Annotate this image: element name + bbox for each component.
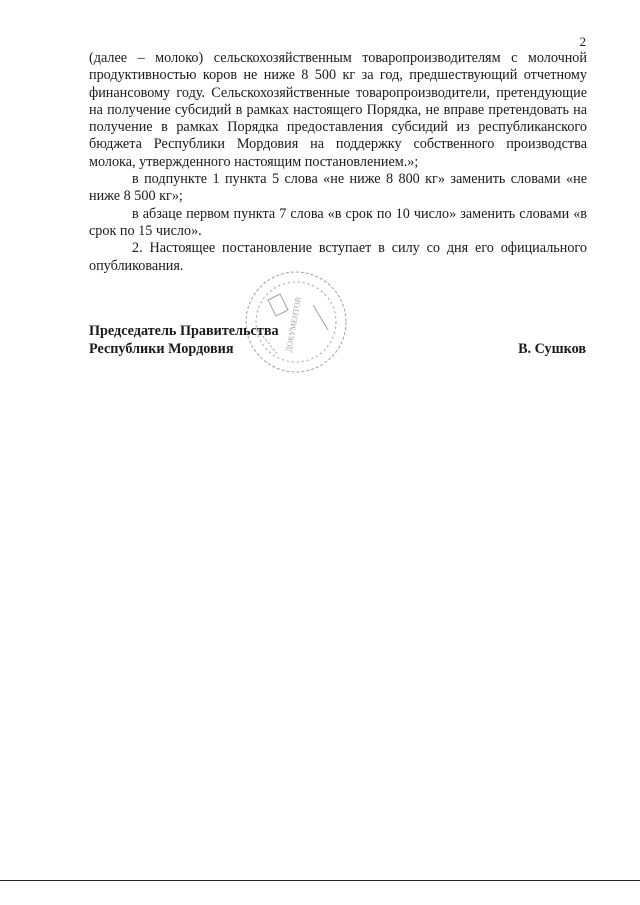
svg-text:ДОКУМЕНТОВ: ДОКУМЕНТОВ [284,296,303,353]
paragraph-point-7-amendment: в абзаце первом пункта 7 слова «в срок по 10 число» заменить словами «в срок по 15 число». [89,205,587,239]
document-body [89,50,587,275]
signatory-title [89,322,279,358]
signatory-title-line1: Председатель Правительства [89,323,279,339]
paragraph-effective-date: 2. Настоящее постановление вступает в силу со дня его официального опубликования. [89,240,587,274]
paragraph-continuation: (далее – молоко) сельскохозяйственным товаропроизводителям с молочной продуктивностью коров не ниже 8 500 кг за год, предшествующий отчетному финансовому году. Сельскохозяйственные товаропроизводители, претендующие на получение субсидий в рамках настоящего Порядка, не вправе претендовать на получение в рамках Порядка предоставления субсидий из республиканского бюджета Республики Мордовия на поддержку собственного производства молока, утвержденного настоящим постановлением.»; [89,50,587,170]
signatory-name: В. Сушков [518,341,586,357]
signatory-title-line2: Республики Мордовия [89,341,234,357]
paragraph-subpoint-amendment: в подпункте 1 пункта 5 слова «не ниже 8 800 кг» заменить словами «не ниже 8 500 кг»; [89,171,587,205]
page-number: 2 [579,34,586,49]
scan-edge-line [0,880,640,881]
